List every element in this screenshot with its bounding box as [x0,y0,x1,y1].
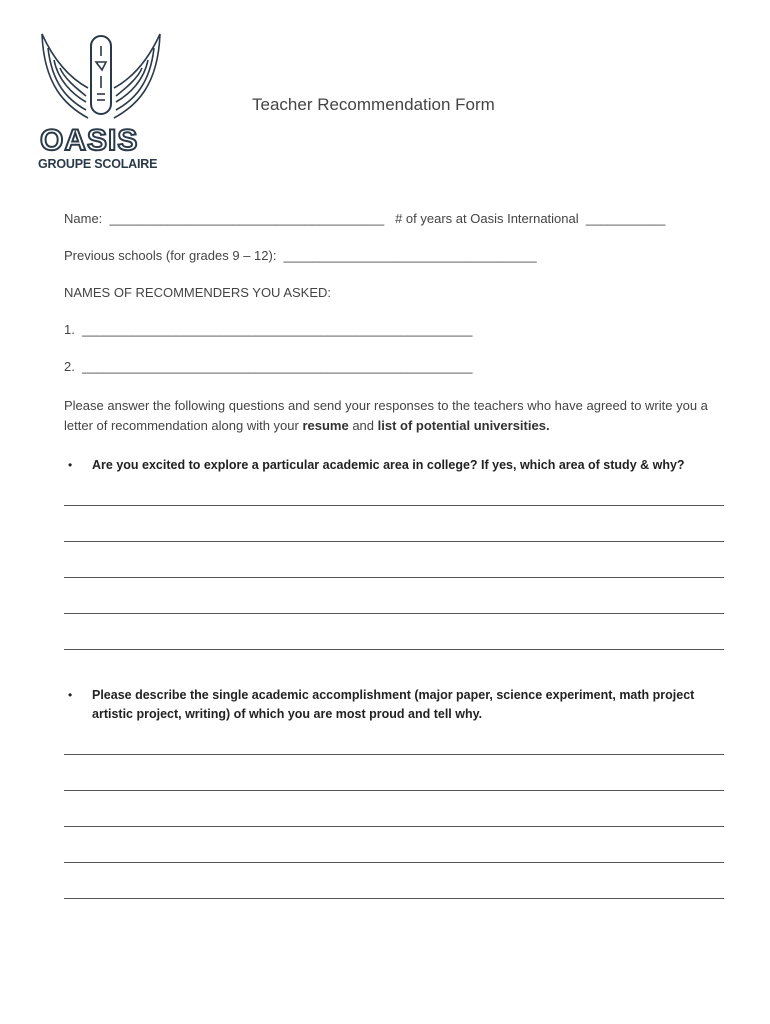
answer-line[interactable] [64,613,724,614]
winged-cartouche-emblem [36,26,166,126]
logo-subtitle-text: GROUPE SCOLAIRE [38,157,158,171]
recommenders-heading: NAMES OF RECOMMENDERS YOU ASKED: [64,285,332,300]
instructions-and: and [348,418,378,433]
answer-line[interactable] [64,649,724,650]
recommender-2-field[interactable]: 2. ______________________________________________________ [64,359,473,374]
logo-brand-text: OASIS [40,124,139,157]
name-and-years-field[interactable]: Name: ______________________________________ # of years at Oasis International ___________ [64,211,666,226]
instructions-text: Please answer the following questions and send your responses to the teachers who have agreed to write you a letter of recommendation along with your [64,398,708,433]
bullet-icon: • [68,458,73,472]
previous-schools-field[interactable]: Previous schools (for grades 9 – 12): ___________________________________ [64,248,537,263]
answer-line[interactable] [64,898,724,899]
answer-line[interactable] [64,826,724,827]
resume-emphasis: resume [302,418,349,433]
answer-line[interactable] [64,505,724,506]
universities-emphasis: list of potential universities. [377,418,550,433]
answer-line[interactable] [64,754,724,755]
instructions-paragraph [64,396,724,436]
question-1: Are you excited to explore a particular academic area in college? If yes, which area of study & why? [92,458,685,472]
answer-line[interactable] [64,577,724,578]
answer-line[interactable] [64,541,724,542]
oasis-logo [36,26,156,176]
question-2: Please describe the single academic accomplishment (major paper, science experiment, math project artistic project, writing) of which you are most proud and tell why. [92,688,695,721]
page-title: Teacher Recommendation Form [252,95,495,114]
recommender-1-field[interactable]: 1. ______________________________________________________ [64,322,473,337]
answer-line[interactable] [64,790,724,791]
bullet-icon: • [68,688,73,702]
answer-line[interactable] [64,862,724,863]
